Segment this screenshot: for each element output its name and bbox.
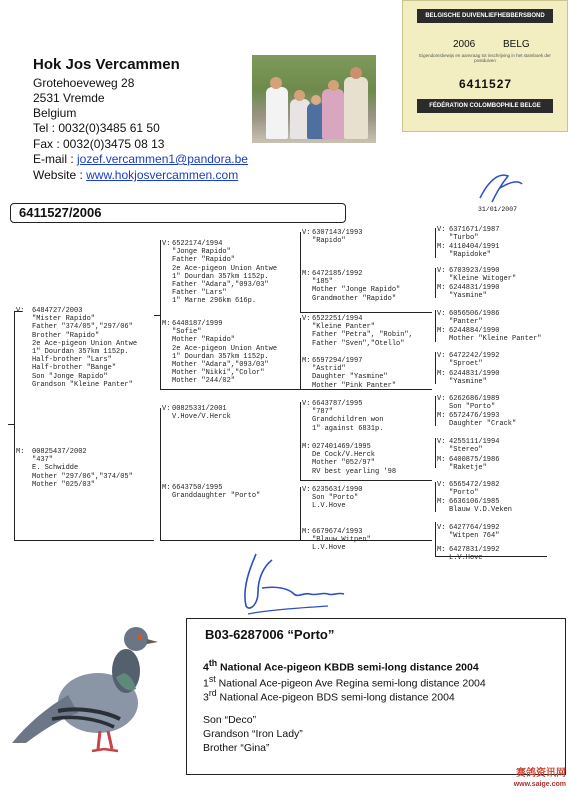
certificate-top-band: BELGISCHE DUIVENLIEFHEBBERSBOND [417,9,553,23]
gen4-label: M: [437,498,446,506]
bracket-gen4 [435,268,436,298]
signature-top [470,168,530,208]
gen3-label: M: [302,443,311,451]
bracket-gen4 [435,438,436,468]
pigeon-photo [8,615,178,765]
tick [8,424,14,425]
gen4-entry: 6262686/1989 Son "Porto" [449,395,500,412]
subject-dam: 00825437/2002 "437" E. Schwidde Mother "297/06","374/05" Mother "025/03" [32,448,133,489]
email-line [33,152,248,167]
achievement-suffix: st [208,674,216,684]
bracket-subject [14,311,15,541]
fax: Fax : 0032(0)3475 08 13 [33,137,165,151]
certificate-bottom-band: FÉDÉRATION COLOMBOPHILE BELGE [417,99,553,113]
gen4-label: M: [437,284,446,292]
tick [160,389,300,390]
gen4-entry: 6244831/1990 "Yasmine" [449,284,500,301]
gen4-label: M: [437,456,446,464]
gen4-entry: 6703923/1990 "Kleine Witoger" [449,267,517,284]
achievement-rank: 3 [203,691,209,704]
pigeon-info-box [186,618,566,775]
achievement-rank: 1 [203,677,209,690]
gen4-entry: 4110404/1991 "Rapidoke" [449,243,500,260]
gen2-label: M: [162,320,171,328]
gen2-label: M: [162,484,171,492]
family-line: Grandson “Iron Lady” [203,728,303,740]
website-link[interactable]: www.hokjosvercammen.com [86,168,239,182]
ring-number: 6411527/2006 [19,205,102,220]
bracket-gen4 [435,522,436,556]
address-street: Grotehoeveweg 28 [33,76,135,90]
achievement-suffix: rd [208,688,217,698]
achievement-line [203,687,455,704]
gen4-label: V: [437,438,446,446]
bracket-gen4 [435,228,436,258]
gen4-label: V: [437,524,446,532]
website-line [33,168,238,183]
email-label: E-mail : [33,152,78,166]
gen3-entry: 6235631/1990 Son "Porto" L.V.Hove [312,486,363,511]
address-city: 2531 Vremde [33,91,105,105]
subject-m-label: M: [16,448,25,456]
gen3-entry: 6307143/1993 "Rapido" [312,229,363,246]
address-country: Belgium [33,106,77,120]
certificate-country: BELG [503,39,530,50]
email-link[interactable]: jozef.vercammen1@pandora.be [77,152,248,166]
gen4-entry: 4255111/1994 "Stereo" [449,438,500,455]
gen4-entry: 6565472/1982 "Porto" [449,481,500,498]
gen4-entry: 6244884/1990 Mother "Kleine Panter" [449,327,542,344]
gen4-label: V: [437,352,446,360]
gen4-label: M: [437,370,446,378]
gen4-entry: 6371671/1987 "Turbo" [449,226,500,243]
achievement-rank: 4 [203,661,209,674]
achievement-text: National Ace-pigeon BDS semi-long distance 2004 [216,691,455,704]
gen3-label: V: [302,486,311,494]
gen3-label: V: [302,400,311,408]
watermark [480,768,566,794]
gen4-entry: 6427831/1992 L.V.Hove [449,546,500,563]
gen3-label: V: [302,315,311,323]
certificate-small-print: Eigendomsbewijs en aanvraag tot inschrijving in het stamboek der postduiven [419,53,551,63]
gen3-label: M: [302,270,311,278]
gen4-label: V: [437,267,446,275]
subject-v-label: V: [16,307,25,315]
gen4-label: M: [437,412,446,420]
signature-date: 31/01/2007 [478,206,518,213]
bracket-gen4 [435,310,436,342]
gen4-entry: 6244831/1990 "Yasmine" [449,370,500,387]
gen4-label: V: [437,395,446,403]
gen4-entry: 6472242/1992 "Sproet" [449,352,500,369]
achievement-suffix: th [208,658,218,668]
gen4-label: M: [437,243,446,251]
tick [300,312,432,313]
gen2-label: V: [162,405,171,413]
gen2-entry: 6522174/1994 "Jonge Rapido" Father "Rapido" 2e Ace-pigeon Union Antwe 1" Dourdan 357km 1152p. Father "Adara","093/03" Father "Lars" 1" Marne 296km 616p. [172,240,278,306]
family-line: Brother “Gina” [203,742,270,754]
ring-number-bar [10,203,346,223]
tick [300,480,432,481]
family-photo [252,55,376,143]
website-label: Website : [33,168,87,182]
gen3-entry: 6679674/1993 "Blauw Witpen" L.V.Hove [312,528,371,553]
bracket-gen3-d [300,487,301,540]
bracket-gen2-lower [160,408,161,540]
tick [154,315,160,316]
ownership-certificate [402,0,568,132]
gen4-label: V: [437,226,446,234]
gen3-entry: 6472185/1992 "185" Mother "Jonge Rapido" Grandmother "Rapido" [312,270,401,303]
tick [14,540,154,541]
bracket-gen4 [435,396,436,426]
gen3-entry: 6522251/1994 "Kleine Panter" Father "Petra", "Robin", Father "Sven","Otello" [312,315,413,348]
gen4-label: V: [437,310,446,318]
gen4-entry: 6400875/1986 "Raketje" [449,456,500,473]
bracket-gen2-upper [160,240,161,390]
tick [160,540,300,541]
gen2-entry: 6643750/1995 Granddaughter "Porto" [172,484,261,501]
gen4-label: V: [437,481,446,489]
watermark-line2: www.saige.com [513,781,566,788]
achievement-text: National Ace-pigeon KBDB semi-long distance 2004 [217,661,479,674]
gen4-entry: 6572476/1993 Daughter "Crack" [449,412,517,429]
subject-sire: 6484727/2003 "Mister Rapido" Father "374/05","297/06" Brother "Rapido" 2e Ace-pigeon Union Antwe 1" Dourdan 357km 1152p. Half-brother "Lars" Half-brother "Bange" Son "Jonge Rapido" Grandson "Kleine Panter" [32,307,138,389]
gen4-entry: 6427764/1992 "Witpen 764" [449,524,500,541]
gen3-label: M: [302,528,311,536]
bracket-gen4 [435,352,436,384]
gen3-label: M: [302,357,311,365]
gen4-label: M: [437,327,446,335]
bracket-gen4 [435,482,436,512]
gen4-entry: 6636106/1985 Blauw V.D.Veken [449,498,513,515]
family-line: Son “Deco” [203,714,257,726]
certificate-number: 6411527 [459,77,513,91]
gen3-label: V: [302,229,311,237]
owner-name: Hok Jos Vercammen [33,56,180,73]
achievement-text: National Ace-pigeon Ave Regina semi-long distance 2004 [215,677,486,690]
gen2-label: V: [162,240,171,248]
gen3-entry: 6643787/1995 "787" Grandchildren won 1" against 6831p. [312,400,384,433]
gen2-entry: 6448187/1999 "Sofie" Mother "Rapido" 2e Ace-pigeon Union Antwe 1" Dourdan 357km 1152p. Mother "Adara","093/03" Mother "Nikki","Color" Mother "244/02" [172,320,278,386]
pigeon-title: B03-6287006 “Porto” [205,627,335,642]
signature [228,548,348,620]
telephone: Tel : 0032(0)3485 61 50 [33,121,160,135]
gen3-entry: 6597294/1997 "Astrid" Daughter "Yasmine" Mother "Pink Panter" [312,357,397,390]
bracket-gen3-a [300,232,301,312]
gen4-entry: 6056506/1986 "Panter" [449,310,500,327]
watermark-line1: 赛鸽资讯网 [516,768,566,779]
bracket-gen3-b [300,318,301,390]
certificate-year: 2006 [453,39,476,50]
gen2-entry: 00825331/2001 V.Hove/V.Herck [172,405,231,422]
gen4-label: M: [437,546,446,554]
gen3-entry: 027401469/1995 De Cock/V.Herck Mother "052/97" RV best yearling '98 [312,443,397,476]
achievement-line [203,657,479,674]
bracket-gen3-c [300,402,301,480]
